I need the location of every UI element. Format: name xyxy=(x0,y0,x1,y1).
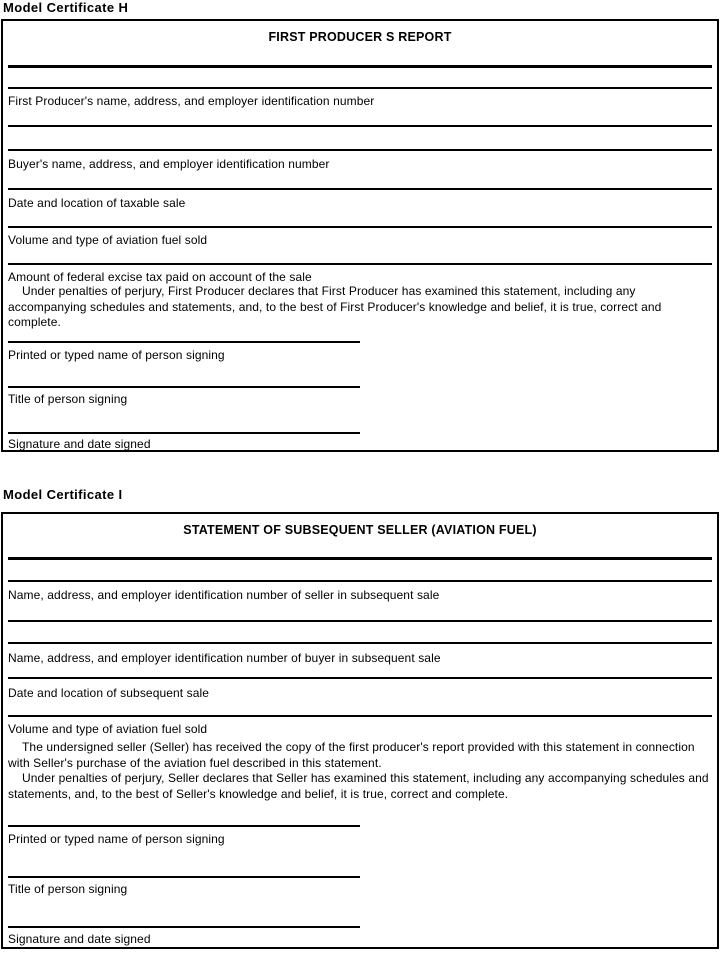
field-label-first-producer: First Producer's name, address, and employer identification number xyxy=(8,94,375,108)
certificate-i-header: STATEMENT OF SUBSEQUENT SELLER (AVIATION FUEL) xyxy=(183,523,537,537)
write-line xyxy=(8,65,712,68)
field-label-buyer: Buyer's name, address, and employer identification number xyxy=(8,157,330,171)
field-label-signature-date: Signature and date signed xyxy=(8,932,151,946)
certificate-h-header: FIRST PRODUCER S REPORT xyxy=(268,30,452,44)
field-label-volume-type: Volume and type of aviation fuel sold xyxy=(8,722,208,736)
certificate-h-title: Model Certificate H xyxy=(3,0,129,15)
field-label-date-location: Date and location of taxable sale xyxy=(8,196,186,210)
field-label-date-location: Date and location of subsequent sale xyxy=(8,686,210,700)
write-line xyxy=(8,642,712,644)
signature-line xyxy=(8,432,360,434)
field-label-seller: Name, address, and employer identification number of seller in subsequent sale xyxy=(8,588,440,602)
field-label-signature-date: Signature and date signed xyxy=(8,437,151,451)
field-label-volume-type: Volume and type of aviation fuel sold xyxy=(8,233,208,247)
write-line xyxy=(8,677,712,679)
certificate-i-title: Model Certificate I xyxy=(3,487,123,502)
field-label-title: Title of person signing xyxy=(8,882,128,896)
perjury-statement: Under penalties of perjury, Seller declares that Seller has examined this statement, including any accompanying schedules and statements, and, to the best of Seller's knowledge and belief, it is true, correct and complete. xyxy=(8,771,709,801)
perjury-statement: Under penalties of perjury, First Producer declares that First Producer has examined this statement, including any accompanying schedules and statements, and, to the best of First Producer's knowledge and belief, it is true, correct and complete. xyxy=(8,284,662,329)
field-label-title: Title of person signing xyxy=(8,392,128,406)
write-line xyxy=(8,125,712,127)
write-line xyxy=(8,620,712,622)
signature-line xyxy=(8,926,360,928)
field-label-printed-name: Printed or typed name of person signing xyxy=(8,832,225,846)
signature-line xyxy=(8,341,360,343)
write-line xyxy=(8,263,712,265)
write-line xyxy=(8,149,712,151)
signature-line xyxy=(8,825,360,827)
write-line xyxy=(8,715,712,717)
write-line xyxy=(8,87,712,89)
signature-line xyxy=(8,876,360,878)
write-line xyxy=(8,580,712,582)
write-line xyxy=(8,557,712,560)
received-report-statement: The undersigned seller (Seller) has received the copy of the first producer's report provided with this statement in connection with Seller's purchase of the aviation fuel described in this statement. xyxy=(8,740,695,770)
write-line xyxy=(8,188,712,190)
field-label-excise-tax: Amount of federal excise tax paid on account of the sale xyxy=(8,270,312,284)
certificate-h-box xyxy=(1,19,719,452)
field-label-printed-name: Printed or typed name of person signing xyxy=(8,348,225,362)
signature-line xyxy=(8,386,360,388)
certificate-i-box xyxy=(1,512,719,949)
field-label-buyer: Name, address, and employer identification number of buyer in subsequent sale xyxy=(8,651,441,665)
write-line xyxy=(8,226,712,228)
